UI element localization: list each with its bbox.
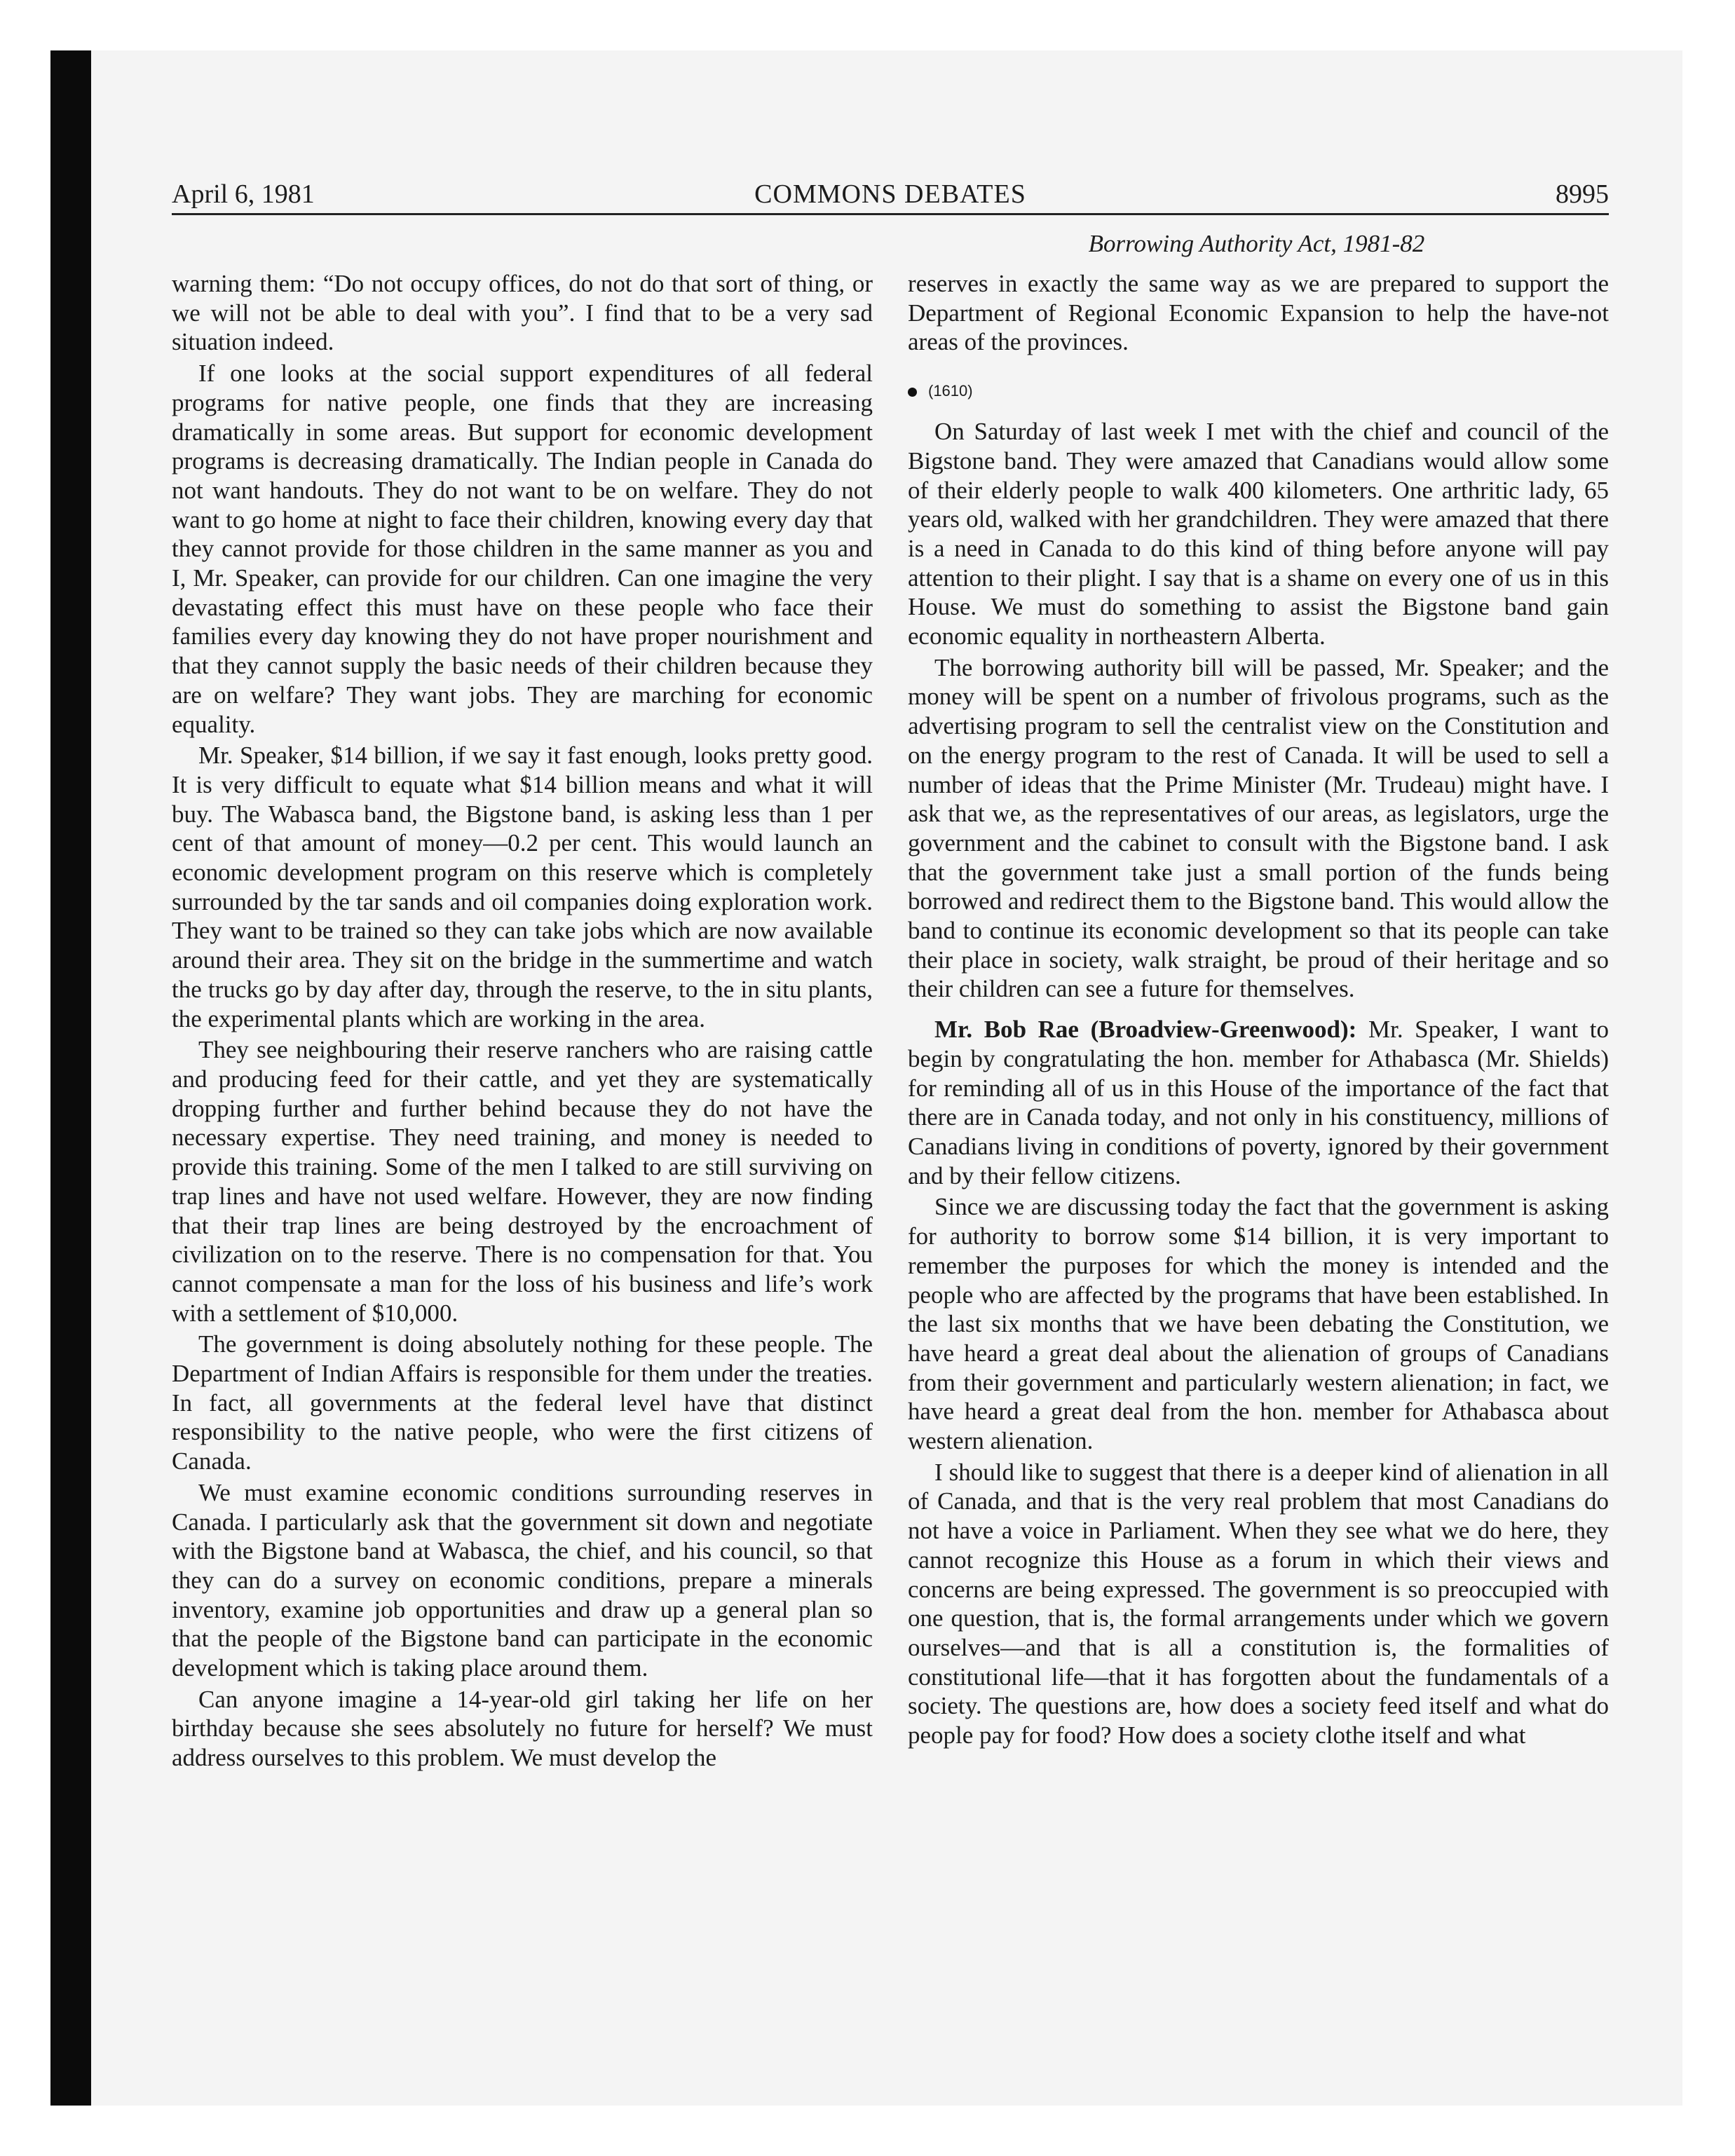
paragraph: Can anyone imagine a 14-year-old girl taking her life on her birthday because she sees absolutely no future for herself? We must address ourselves to this problem. We must develop the	[172, 1685, 873, 1772]
page-header	[172, 178, 1609, 215]
header-date: April 6, 1981	[172, 179, 315, 209]
paragraph: Since we are discussing today the fact that the government is asking for authority to borrow some $14 billion, it is very important to remember the purposes for which the money is intended and the people who are affected by the programs that have been established. In the last six months that we have been debating the Constitution, we have heard a great deal about the alienation of groups of Canadians from their government and particularly western alienation; in fact, we have heard a great deal from the hon. member for Athabasca about western alienation.	[908, 1193, 1609, 1455]
speaker-text: Mr. Speaker, I want to begin by congratulating the hon. member for Athabasca (Mr. Shields) for reminding all of us in this House of the importance of the fact that there are in Canada today, and not only in his constituency, millions of Canadians living in conditions of poverty, ignored by their government and by their fellow citizens.	[908, 1016, 1610, 1189]
paragraph: I should like to suggest that there is a deeper kind of alienation in all of Canada, and that is the very real problem that most Canadians do not have a voice in Parliament. When they see what we do here, they cannot recognize this House as a forum in which their views and concerns are being expressed. The government is so preoccupied with one question, that is, the formal arrangements under which we govern ourselves—and that is all a constitution is, the formalities of constitutional life—that it has forgotten about the fundamentals of a society. The questions are, how does a society feed itself and what do people pay for food? How does a society clothe itself and what	[908, 1458, 1609, 1749]
scan-border	[50, 50, 91, 2106]
speaker-name: Mr. Bob Rae (Broadview-Greenwood):	[934, 1016, 1357, 1044]
paragraph: On Saturday of last week I met with the chief and council of the Bigstone band. They were amazed that Canadians would allow some of their elderly people to walk 400 kilometers. One arthritic lady, 65 years old, walked with her grandchildren. They were amazed that there is a need in Canada to do this kind of thing before anyone will pay attention to their plight. I say that is a shame on every one of us in this House. We must do something to assist the Bigstone band gain economic equality in northeastern Alberta.	[908, 418, 1609, 650]
paragraph: They see neighbouring their reserve ranchers who are raising cattle and producing feed for their cattle, and yet they are systematically dropping further and further behind because they do not have the necessary expertise. They need training, and money is needed to provide this training. Some of the men I talked to are still surviving on trap lines and have not used welfare. However, they are now finding that their trap lines are being destroyed by the encroachment of civilization on to the reserve. There is no compensation for that. You cannot compensate a man for the loss of his business and life’s work with a settlement of $10,000.	[172, 1036, 873, 1327]
running-title: Borrowing Authority Act, 1981-82	[1088, 230, 1425, 257]
paragraph: The borrowing authority bill will be passed, Mr. Speaker; and the money will be spent on a number of frivolous programs, such as the advertising program to sell the centralist view on the Constitution and on the energy program to the rest of Canada. It will be used to sell a number of ideas that the Prime Minister (Mr. Trudeau) might have. I ask that we, as the representatives of our areas, as legislators, urge the government and the cabinet to consult with the Bigstone band. I ask that the government take just a small portion of the funds being borrowed and redirect them to the Bigstone band. This would allow the band to continue its economic development so that its people can take their place in society, walk straight, be proud of their heritage and so their children can see a future for themselves.	[908, 653, 1609, 1003]
paragraph: Mr. Speaker, $14 billion, if we say it fast enough, looks pretty good. It is very difficult to equate what $14 billion means and what it will buy. The Wabasca band, the Bigstone band, is asking less than 1 per cent of that amount of money—0.2 per cent. This would launch an economic development program on this reserve which is completely surrounded by the tar sands and oil companies doing exploration work. They want to be trained so they can take jobs which are now available around their area. They sit on the bridge in the summertime and watch the trucks go by day after day, through the reserve, to the in situ plants, the experimental plants which are working in the area.	[172, 742, 873, 1032]
page-number: 8995	[1556, 179, 1609, 209]
paragraph: The government is doing absolutely nothing for these people. The Department of Indian Affairs is responsible for them under the treaties. In fact, all governments at the federal level have that distinct responsibility to the native people, who were the first citizens of Canada.	[172, 1330, 873, 1475]
time-marker	[908, 381, 1609, 402]
time-marker-label: (1610)	[928, 382, 973, 400]
left-column	[172, 269, 873, 1773]
paragraph: We must examine economic conditions surrounding reserves in Canada. I particularly ask that the government sit down and negotiate with the Bigstone band at Wabasca, the chief, and his council, so that they can do a survey on economic conditions, prepare a minerals inventory, examine job opportunities and draw up a general plan so that the people of the Bigstone band can participate in the economic development which is taking place around them.	[172, 1478, 873, 1682]
paragraph: If one looks at the social support expenditures of all federal programs for native people, one finds that they are increasing dramatically in some areas. But support for economic development programs is decreasing dramatically. The Indian people in Canada do not want handouts. They do not want to be on welfare. They do not want to go home at night to face their children, knowing every day that they cannot provide for those children in the same manner as you and I, Mr. Speaker, can provide for our children. Can one imagine the very devastating effect this must have on these people who face their families every day knowing they do not have proper nourishment and that they cannot supply the basic needs of their children because they are on welfare? They want jobs. They are marching for economic equality.	[172, 360, 873, 738]
paragraph: reserves in exactly the same way as we are prepared to support the Department of Regional Economic Expansion to help the have-not areas of the provinces.	[908, 270, 1609, 356]
header-title: COMMONS DEBATES	[754, 179, 1026, 209]
bullet-icon	[908, 388, 917, 397]
right-column	[908, 269, 1609, 1750]
speaker-paragraph	[908, 1015, 1609, 1190]
paragraph: warning them: “Do not occupy offices, do not do that sort of thing, or we will not be able to deal with you”. I find that to be a very sad situation indeed.	[172, 270, 873, 356]
